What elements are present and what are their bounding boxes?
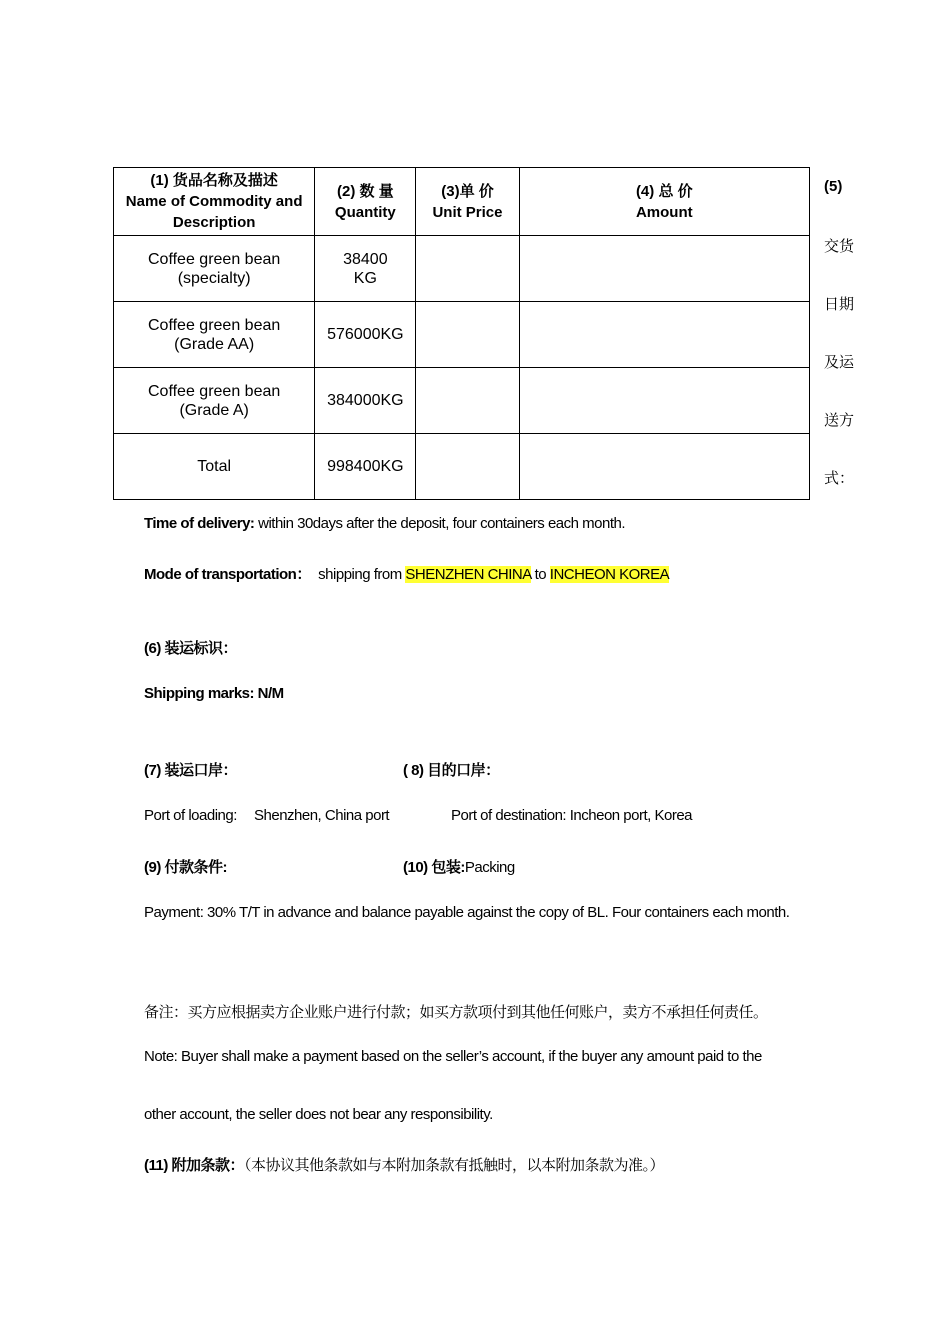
table-row xyxy=(114,236,810,302)
commodity-cell: Total xyxy=(114,434,315,500)
section-5-label-part: 日期 xyxy=(824,296,855,313)
time-of-delivery xyxy=(144,515,625,532)
header-commodity: (1) 货品名称及描述 Name of Commodity and Description xyxy=(114,168,315,236)
quantity-cell: 384000KG xyxy=(315,368,416,434)
payment-terms-text: Payment: 30% T/T in advance and balance payable against the copy of BL. Four containers each month. xyxy=(144,904,790,921)
amount-cell xyxy=(519,368,809,434)
section-5-label-part: 交货 xyxy=(824,238,855,255)
port-of-destination-text: Port of destination: Incheon port, Korea xyxy=(451,807,692,824)
additional-terms-text: （本协议其他条款如与本附加条款有抵触时，以本附加条款为准。） xyxy=(244,1157,665,1174)
note-english-line2: other account, the seller does not bear any responsibility. xyxy=(144,1106,493,1123)
goods-table xyxy=(113,167,810,500)
port-of-loading-label: Port of loading: xyxy=(144,807,237,824)
shipping-marks-value: Shipping marks: N/M xyxy=(144,685,284,702)
section-5-label-part: 式： xyxy=(824,470,855,487)
header-amount: (4) 总 价 Amount xyxy=(519,168,809,236)
additional-terms xyxy=(144,1154,664,1175)
shipping-marks-heading: (6) 装运标识： xyxy=(144,640,238,657)
port-of-destination-heading: ( 8) 目的口岸： xyxy=(403,762,500,779)
table-header-row xyxy=(114,168,810,236)
section-5-label-part: 及运 xyxy=(824,354,855,371)
packing-value: Packing xyxy=(464,859,515,876)
quantity-cell: 38400 KG xyxy=(315,236,416,302)
table-row-total xyxy=(114,434,810,500)
quantity-cell: 998400KG xyxy=(315,434,416,500)
amount-cell xyxy=(519,434,809,500)
section-5-number: (5) xyxy=(824,178,843,195)
port-of-loading-heading: (7) 装运口岸： xyxy=(144,762,238,779)
time-of-delivery-label: Time of delivery: xyxy=(144,515,255,532)
section-5-label-part: 送方 xyxy=(824,412,855,429)
mode-of-transportation xyxy=(144,563,669,584)
to-word: to xyxy=(530,566,550,583)
unit-price-cell xyxy=(416,434,519,500)
table-row xyxy=(114,368,810,434)
note-english-line1: Note: Buyer shall make a payment based on the seller’s account, if the buyer any amount paid to the xyxy=(144,1048,762,1065)
amount-cell xyxy=(519,302,809,368)
note-chinese: 备注：买方应根据卖方企业账户进行付款；如买方款项付到其他任何账户，卖方不承担任何责任。 xyxy=(144,1004,768,1021)
header-unit-price: (3)单 价 Unit Price xyxy=(416,168,519,236)
commodity-cell: Coffee green bean (Grade A) xyxy=(114,368,315,434)
amount-cell xyxy=(519,236,809,302)
commodity-cell: Coffee green bean (Grade AA) xyxy=(114,302,315,368)
packing-heading: (10) 包装: xyxy=(403,859,465,876)
port-of-loading-value: Shenzhen, China port xyxy=(254,807,390,824)
destination-highlight: INCHEON KOREA xyxy=(549,566,670,583)
payment-terms-heading: (9) 付款条件: xyxy=(144,859,227,876)
unit-price-cell xyxy=(416,368,519,434)
mode-prefix: shipping from xyxy=(318,566,406,583)
quantity-cell: 576000KG xyxy=(315,302,416,368)
packing xyxy=(403,856,515,877)
commodity-cell: Coffee green bean (specialty) xyxy=(114,236,315,302)
header-quantity: (2) 数 量 Quantity xyxy=(315,168,416,236)
additional-terms-heading: (11) 附加条款： xyxy=(144,1157,245,1174)
origin-highlight: SHENZHEN CHINA xyxy=(405,566,531,583)
time-of-delivery-value: within 30days after the deposit, four containers each month. xyxy=(254,515,626,532)
table-row xyxy=(114,302,810,368)
unit-price-cell xyxy=(416,302,519,368)
unit-price-cell xyxy=(416,236,519,302)
mode-of-transportation-label: Mode of transportation： xyxy=(144,566,311,583)
